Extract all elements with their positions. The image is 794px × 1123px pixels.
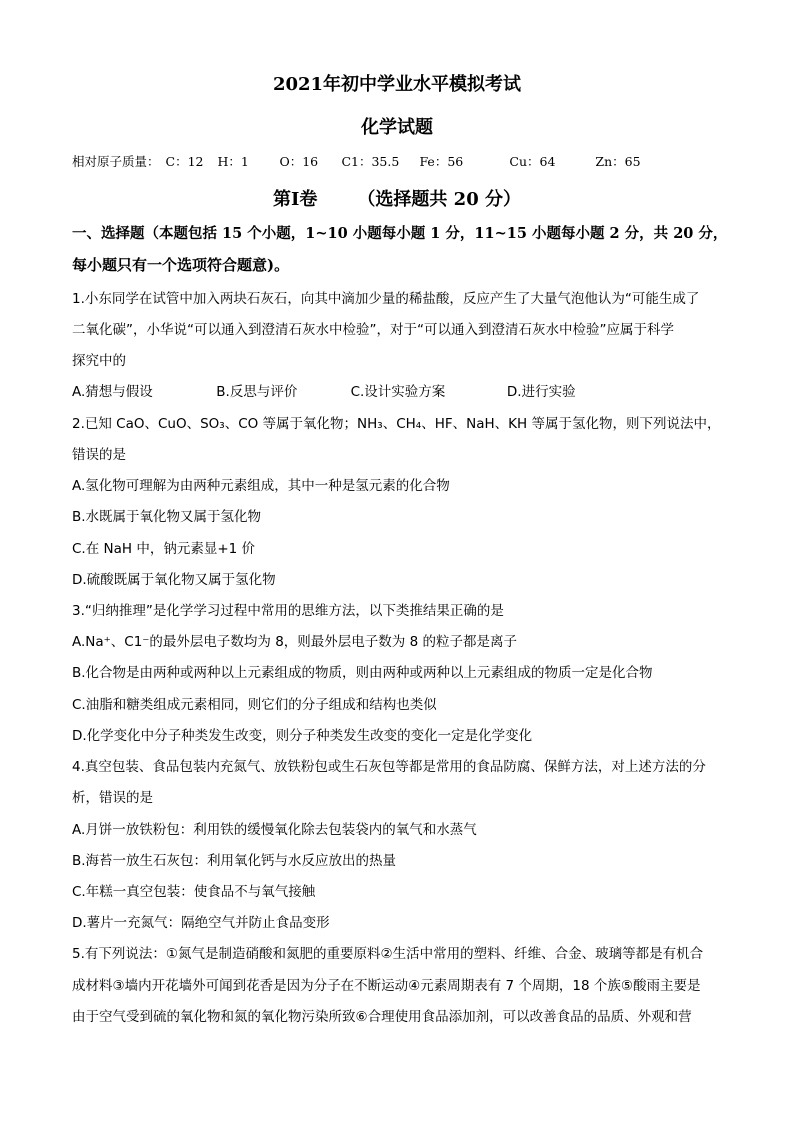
exam-title: 2021年初中学业水平模拟考试 — [272, 74, 522, 95]
exam-subtitle: 化学试题 — [361, 117, 433, 138]
q2-stem-line2: 错误的是 — [72, 447, 126, 463]
atomic-mass-item: Zn：65 — [595, 154, 641, 169]
section-heading-line1: 一、选择题（本题包括 15 个小题，1~10 小题每小题 1 分，11~15 小题每小题 2 分，共 20 分， — [72, 225, 728, 242]
q1-stem-line2: 二氧化碳”，小华说“可以通入到澄清石灰水中检验”，对于“可以通入到澄清石灰水中检验”应属于科学 — [72, 322, 674, 338]
q4-stem-line2: 析，错误的是 — [72, 790, 153, 806]
q1-option-d: D.进行实验 — [506, 384, 576, 400]
q2-option-c: C.在 NaH 中，钠元素显+1 价 — [72, 541, 256, 557]
q3-option-d: D.化学变化中分子种类发生改变，则分子种类发生改变的变化一定是化学变化 — [72, 728, 533, 744]
volume-heading — [0, 185, 794, 211]
atomic-mass-item: C1：35.5 — [341, 154, 400, 169]
q2-option-a: A.氢化物可理解为由两种元素组成，其中一种是氢元素的化合物 — [72, 478, 450, 494]
q3-option-b: B.化合物是由两种或两种以上元素组成的物质，则由两种或两种以上元素组成的物质一定是化合物 — [72, 665, 653, 681]
q2-stem-line1: 2.已知 CaO、CuO、SO₃、CO 等属于氧化物；NH₃、CH₄、HF、NaH、KH 等属于氢化物，则下列说法中， — [72, 416, 721, 432]
volume-desc: （选择题共 20 分） — [357, 189, 521, 210]
q5-stem-line2: 成材料③墙内开花墙外可闻到花香是因为分子在不断运动④元素周期表有 7 个周期，18 个族⑤酸雨主要是 — [72, 978, 701, 994]
q1-option-c: C.设计实验方案 — [350, 384, 446, 400]
atomic-mass-item: Fe：56 — [419, 154, 464, 169]
q2-option-b: B.水既属于氧化物又属于氢化物 — [72, 509, 262, 525]
q4-option-d: D.薯片一充氮气：隔绝空气并防止食品变形 — [72, 915, 330, 931]
q4-option-a: A.月饼一放铁粉包：利用铁的缓慢氧化除去包装袋内的氧气和水蒸气 — [72, 822, 477, 838]
section-heading-line2: 每小题只有一个选项符合题意)。 — [72, 256, 290, 274]
q3-option-c: C.油脂和糖类组成元素相同，则它们的分子组成和结构也类似 — [72, 697, 437, 713]
atomic-mass-item: C：12 — [165, 154, 204, 169]
q1-options — [72, 380, 732, 400]
atomic-mass-item: H：1 — [217, 154, 249, 169]
q4-option-b: B.海苔一放生石灰包：利用氧化钙与水反应放出的热量 — [72, 853, 397, 869]
q4-stem-line1: 4.真空包装、食品包装内充氮气、放铁粉包或生石灰包等都是常用的食品防腐、保鲜方法，对上述方法的分 — [72, 759, 706, 775]
atomic-mass-item: Cu：64 — [509, 154, 556, 169]
q1-stem-line3: 探究中的 — [72, 353, 126, 369]
atomic-masses — [72, 152, 641, 170]
q3-stem: 3.“归纳推理”是化学学习过程中常用的思维方法，以下类推结果正确的是 — [72, 603, 504, 619]
volume-part: 第Ⅰ卷 — [272, 189, 318, 210]
q3-option-a: A.Na⁺、C1⁻的最外层电子数均为 8，则最外层电子数为 8 的粒子都是离子 — [72, 634, 517, 650]
atomic-mass-item: O：16 — [279, 154, 319, 169]
q4-option-c: C.年糕一真空包装：使食品不与氧气接触 — [72, 884, 316, 900]
q1-option-b: B.反思与评价 — [216, 384, 298, 400]
q1-option-a: A.猜想与假设 — [72, 384, 153, 400]
q5-stem-line3: 由于空气受到硫的氧化物和氮的氧化物污染所致⑥合理使用食品添加剂，可以改善食品的品质、外观和营 — [72, 1009, 692, 1025]
q2-option-d: D.硫酸既属于氧化物又属于氢化物 — [72, 572, 276, 588]
q5-stem-line1: 5.有下列说法：①氮气是制造硝酸和氮肥的重要原料②生活中常用的塑料、纤维、合金、玻璃等都是有机合 — [72, 946, 704, 962]
atomic-masses-label: 相对原子质量： — [72, 154, 160, 169]
q1-stem-line1: 1.小东同学在试管中加入两块石灰石，向其中滴加少量的稀盐酸，反应产生了大量气泡他认为“可能生成了 — [72, 291, 700, 307]
